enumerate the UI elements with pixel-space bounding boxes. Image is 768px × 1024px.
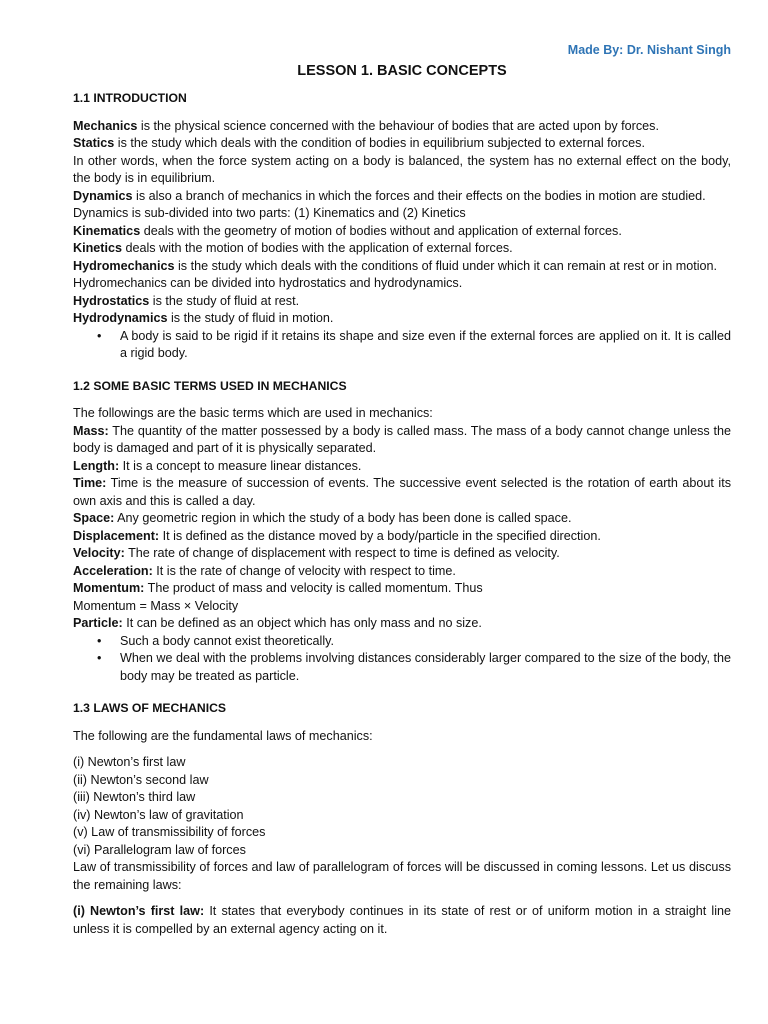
definition: is the study which deals with the conditions of fluid under which it can remain at rest or in motion. <box>174 258 718 273</box>
term: (i) Newton’s first law: <box>73 904 205 918</box>
term: Momentum: <box>73 581 145 595</box>
definition-particle <box>73 615 731 633</box>
definition: It is the rate of change of velocity with respect to time. <box>152 563 456 578</box>
definition: is also a branch of mechanics in which the forces and their effects on the bodies in motion are studied. <box>132 188 706 203</box>
term: Hydrodynamics <box>73 311 168 325</box>
term: Dynamics <box>73 188 133 203</box>
definition: is the physical science concerned with the behaviour of bodies that are acted upon by forces. <box>137 118 659 133</box>
paragraph-dynamics <box>73 188 731 206</box>
paragraph-note: Law of transmissibility of forces and law of parallelogram of forces will be discussed in coming lessons. Let us discuss the remaining laws: <box>73 860 731 892</box>
paragraph-kinetics <box>73 240 731 258</box>
definition: The product of mass and velocity is called momentum. Thus <box>144 581 483 595</box>
definition-displacement <box>73 528 731 546</box>
law-item: (i) Newton’s first law <box>73 755 186 769</box>
law-item: (ii) Newton’s second law <box>73 772 209 787</box>
term: Mechanics <box>73 118 138 133</box>
definition: is the study of fluid in motion. <box>167 311 334 325</box>
definition: It can be defined as an object which has only mass and no size. <box>122 616 482 630</box>
author-credit: Made By: Dr. Nishant Singh <box>567 43 731 57</box>
bullet-icon: • <box>97 328 102 343</box>
definition-mass <box>73 423 731 458</box>
paragraph-hydromechanics <box>73 258 731 276</box>
definition: It is defined as the distance moved by a body/particle in the specified direction. <box>159 528 601 543</box>
term: Time: <box>73 476 107 490</box>
list-item <box>73 650 731 685</box>
definition: is the study which deals with the condition of bodies in equilibrium subjected to external forces. <box>114 136 645 150</box>
term: Kinetics <box>73 241 122 255</box>
paragraph-intro: The following are the fundamental laws of mechanics: <box>73 728 373 743</box>
paragraph-intro: The followings are the basic terms which are used in mechanics: <box>73 406 433 420</box>
definition-velocity <box>73 545 731 563</box>
definition-time <box>73 475 731 510</box>
paragraph-hydrodynamics <box>73 310 731 328</box>
definition: deals with the motion of bodies with the application of external forces. <box>122 241 513 255</box>
term: Kinematics <box>73 223 141 238</box>
definition-momentum <box>73 580 731 598</box>
list-item-text: When we deal with the problems involving distances considerably larger compared to the size of the body, the body may be treated as particle. <box>120 651 731 683</box>
section-heading-basic-terms: 1.2 SOME BASIC TERMS USED IN MECHANICS <box>73 378 347 393</box>
term: Mass: <box>73 423 109 438</box>
list-item <box>73 633 731 651</box>
paragraph-equilibrium: In other words, when the force system acting on a body is balanced, the system has no external effect on the body, the body is in equilibrium. <box>73 153 731 185</box>
law-item: (iii) Newton’s third law <box>73 790 196 804</box>
paragraph-mechanics <box>73 118 731 136</box>
list-item-text: A body is said to be rigid if it retains its shape and size even if the external forces are applied on it. It is called a rigid body. <box>120 328 731 360</box>
law-item: (v) Law of transmissibility of forces <box>73 825 266 839</box>
paragraph-kinematics <box>73 223 731 241</box>
definition: The rate of change of displacement with respect to time is defined as velocity. <box>124 546 560 560</box>
term: Displacement: <box>73 528 160 543</box>
paragraph-hydrostatics <box>73 293 731 311</box>
paragraph-statics <box>73 135 731 153</box>
definition-acceleration <box>73 563 731 581</box>
definition: deals with the geometry of motion of bodies without and application of external forces. <box>140 223 622 238</box>
bullet-icon: • <box>97 633 102 648</box>
term: Velocity: <box>73 546 125 560</box>
bullet-list <box>73 328 731 363</box>
paragraph-hydromechanics-division: Hydromechanics can be divided into hydrostatics and hydrodynamics. <box>73 276 463 290</box>
section-heading-laws: 1.3 LAWS OF MECHANICS <box>73 701 227 715</box>
definition: Time is the measure of succession of events. The successive event selected is the rotation of earth about its own axis and this is called a day. <box>73 476 731 508</box>
definition: is the study of fluid at rest. <box>149 293 300 308</box>
paragraph-dynamics-parts: Dynamics is sub-divided into two parts: (1) Kinematics and (2) Kinetics <box>73 206 466 220</box>
list-item <box>73 328 731 363</box>
term: Hydromechanics <box>73 258 175 273</box>
term: Acceleration: <box>73 563 153 578</box>
term: Length: <box>73 458 120 473</box>
lesson-title: LESSON 1. BASIC CONCEPTS <box>297 63 507 79</box>
definition: It states that everybody continues in its state of rest or of uniform motion in a straight line unless it is compelled by an external agency acting on it. <box>73 904 731 936</box>
term: Hydrostatics <box>73 293 150 308</box>
law-item: (iv) Newton’s law of gravitation <box>73 807 244 822</box>
law-item: (vi) Parallelogram law of forces <box>73 842 246 857</box>
section-heading-introduction: 1.1 INTRODUCTION <box>73 91 187 105</box>
definition: It is a concept to measure linear distances. <box>119 458 362 473</box>
bullet-list <box>73 633 731 686</box>
bullet-icon: • <box>97 651 102 665</box>
term: Statics <box>73 136 115 150</box>
term: Particle: <box>73 616 123 630</box>
term: Space: <box>73 511 115 525</box>
paragraph-first-law <box>73 903 731 938</box>
definition-space <box>73 510 731 528</box>
definition: Any geometric region in which the study of a body has been done is called space. <box>114 511 572 525</box>
definition-length <box>73 458 731 476</box>
momentum-formula: Momentum = Mass × Velocity <box>73 598 239 613</box>
definition: The quantity of the matter possessed by a body is called mass. The mass of a body cannot change unless the body is damaged and part of it is physically separated. <box>73 423 731 455</box>
list-item-text: Such a body cannot exist theoretically. <box>120 633 334 648</box>
